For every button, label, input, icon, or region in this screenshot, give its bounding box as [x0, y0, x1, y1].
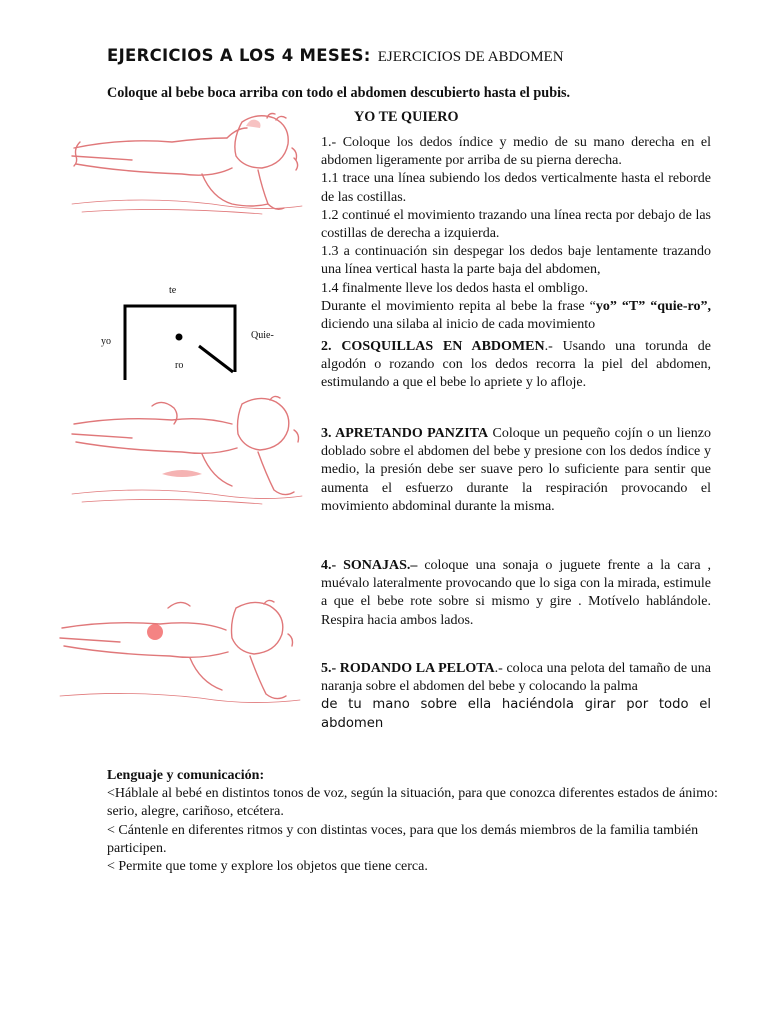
ball-icon — [147, 624, 163, 640]
intro-text: Coloque al bebe boca arriba con todo el abdomen descubierto hasta el pubis. — [107, 85, 571, 101]
section4 — [321, 557, 711, 630]
page-title — [107, 46, 564, 66]
section2-title: 2. COSQUILLAS EN ABDOMEN — [321, 339, 545, 354]
title-sub: EJERCICIOS DE ABDOMEN — [377, 49, 564, 65]
section3 — [321, 425, 711, 516]
baby-illustration-1 — [62, 108, 312, 238]
section1-title: YO TE QUIERO — [354, 109, 459, 125]
yo-te-quiero-diagram — [95, 280, 285, 390]
diagram-label-ro: ro — [175, 360, 184, 371]
section1-p3: 1.2 continué el movimiento trazando una línea recta por debajo de las costillas de derecha a izquierda. — [321, 207, 711, 242]
language-title: Lenguaje y comunicación: — [107, 768, 265, 783]
language-item-2: < Cántenle en diferentes ritmos y con distintas voces, para que los demás miembros de la familia también participen. — [107, 822, 699, 856]
section3-body: Coloque un pequeño cojín o un lienzo doblado sobre el abdomen del bebe y presione con los dedos índice y medio, la presión debe ser suave pero lo suficiente para sentir que aumenta el esfuerzo durante la respiración provocando el movimiento abdominal durante la misma. — [321, 426, 711, 514]
language-section — [107, 767, 727, 876]
section5-body-tail: de tu mano sobre ella haciéndola girar por todo el abdomen — [321, 697, 711, 731]
baby-illustration-3 — [50, 596, 312, 720]
baby-illustration-2 — [62, 394, 312, 522]
language-item-1: <Háblale al bebé en distintos tonos de voz, según la situación, para que conozca diferentes estados de ánimo: serio, alegre, cariñoso, etcétera. — [107, 786, 718, 820]
diagram-label-te: te — [169, 285, 177, 296]
section1-p6-start: Durante el movimiento repita al bebe la frase “ — [321, 298, 596, 314]
section4-title: 4.- SONAJAS.– — [321, 558, 418, 573]
section1-p6 — [321, 298, 711, 334]
section5-title: 5.- RODANDO LA PELOTA — [321, 661, 495, 676]
section4-body: coloque una sonaja o juguete frente a la cara , muévalo lateralmente provocando que lo siga con la mirada, estimule a que el bebe rote sobre si mismo y gire . Motívelo hablándole. Respira hacia ambos lados. — [321, 558, 711, 628]
section1-p2: 1.1 trace una línea subiendo los dedos verticalmente hasta el reborde de las costillas. — [321, 171, 711, 205]
section1-body — [321, 134, 711, 334]
section1-p4: 1.3 a continuación sin despegar los dedos baje lentamente trazando una línea vertical hasta la parte baja del abdomen, — [321, 244, 711, 278]
diagram-label-quie: Quie- — [251, 330, 274, 341]
section5 — [321, 660, 711, 733]
section1-p6-end: diciendo una silaba al inicio de cada movimiento — [321, 317, 596, 333]
section2-body: .- Usando una torunda de algodón o rozando con los dedos recorra la piel del abdomen, estimulando a que el bebe lo apriete y lo afloje. — [321, 339, 712, 391]
diagram-label-yo: yo — [101, 336, 111, 347]
language-item-3: < Permite que tome y explore los objetos que tiene cerca. — [107, 859, 428, 875]
section3-title: 3. APRETANDO PANZITA — [321, 426, 489, 441]
title-main: EJERCICIOS A LOS 4 MESES: — [107, 46, 371, 65]
section1-p6-words: yo” “T” “quie-ro”, — [595, 298, 711, 314]
section5-body: .- coloca una pelota del tamaño de una naranja sobre el abdomen del bebe y colocando la palma — [321, 661, 711, 695]
diagram-lines — [95, 280, 285, 390]
section2 — [321, 338, 711, 393]
section1-p5: 1.4 finalmente lleve los dedos hasta el ombligo. — [321, 280, 589, 296]
section1-p1: 1.- Coloque los dedos índice y medio de su mano derecha en el abdomen ligeramente por arriba de su pierna derecha. — [321, 135, 711, 169]
